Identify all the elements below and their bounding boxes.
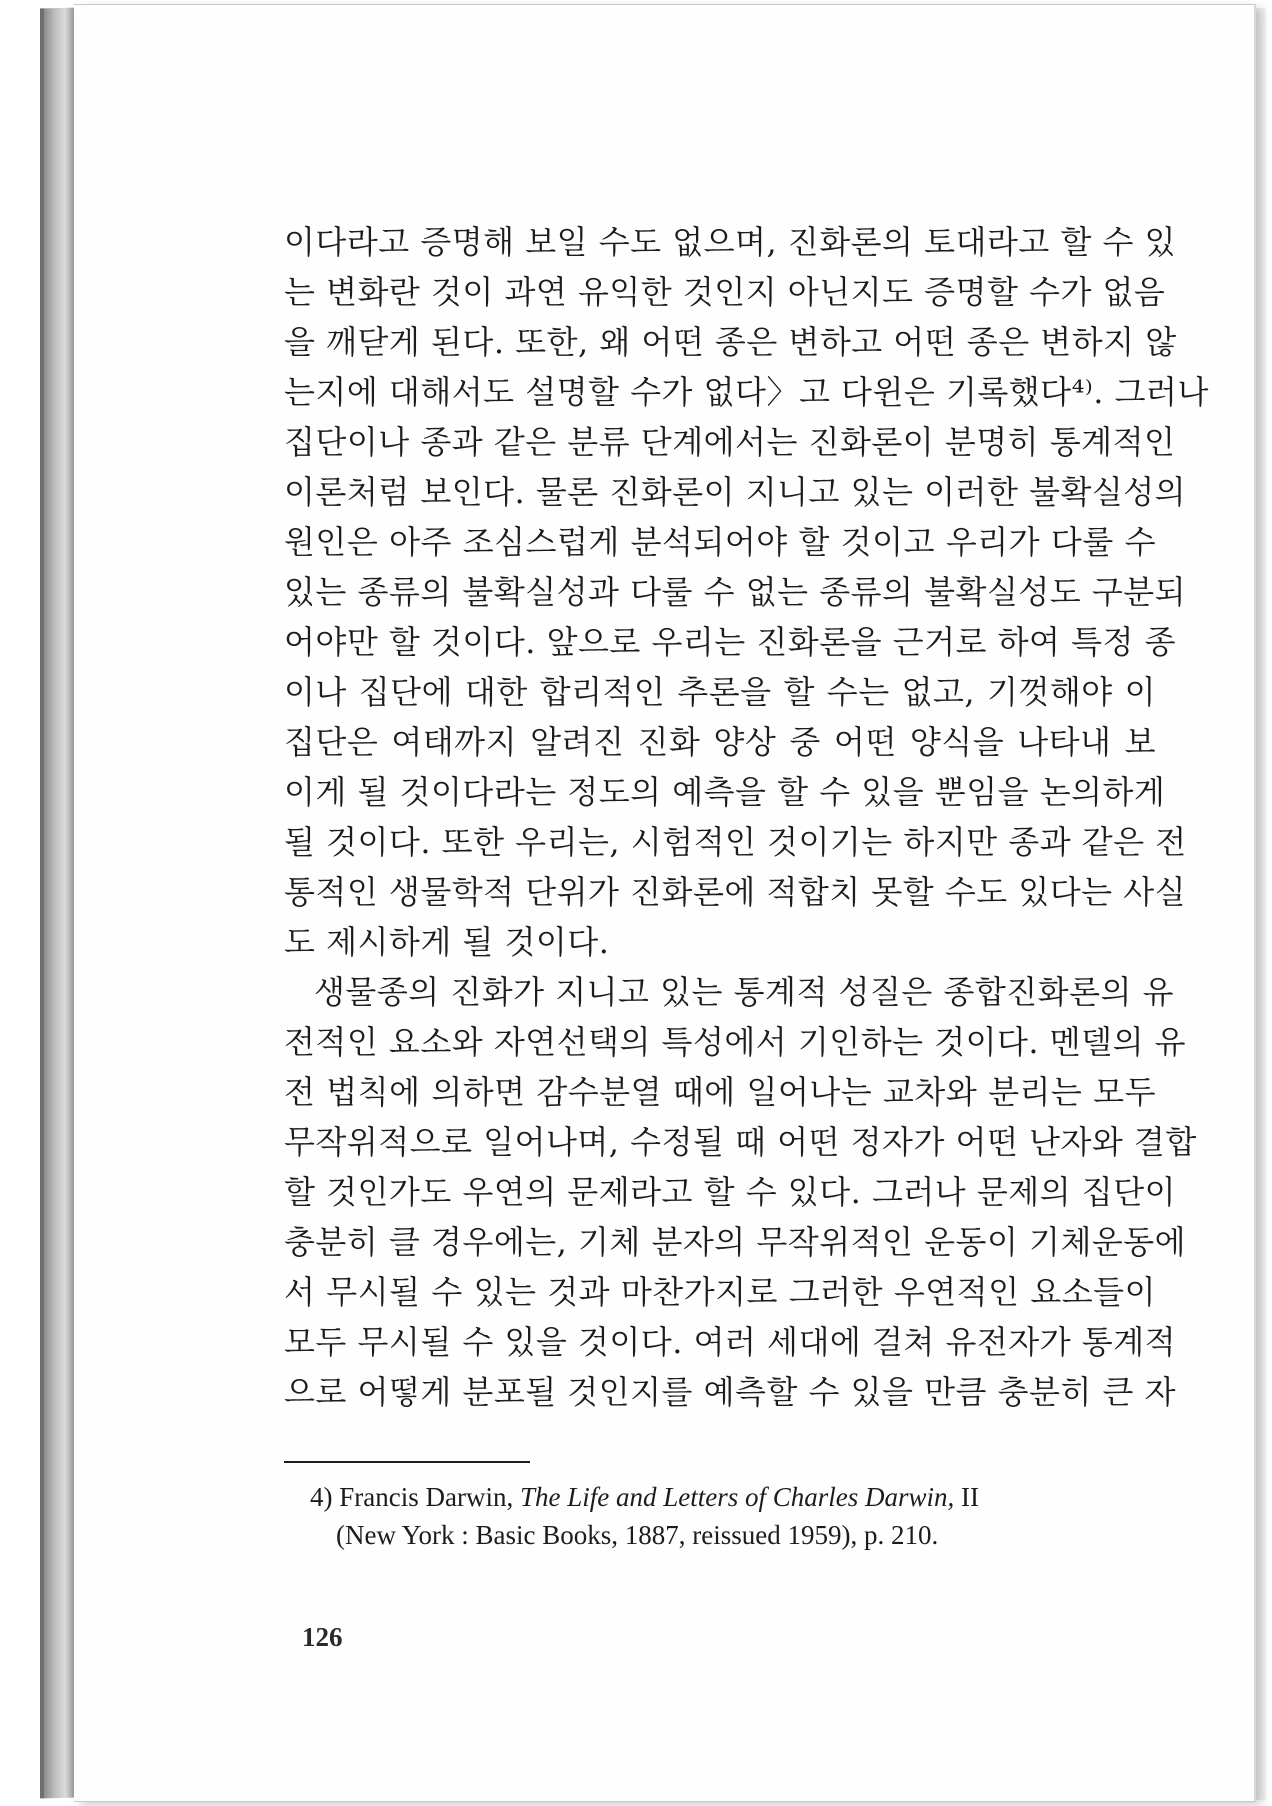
text-line: 집단이나 종과 같은 분류 단계에서는 진화론이 분명히 통계적인 — [284, 423, 1176, 461]
text-line: 집단은 여태까지 알려진 진화 양상 중 어떤 양식을 나타내 보 — [284, 723, 1156, 761]
text-line: 을 깨닫게 된다. 또한, 왜 어떤 종은 변하고 어떤 종은 변하지 않 — [284, 323, 1177, 361]
text-line-paragraph-start: 생물종의 진화가 지니고 있는 통계적 성질은 종합진화론의 유 — [314, 973, 1175, 1011]
text-line: 통적인 생물학적 단위가 진화론에 적합치 못할 수도 있다는 사실 — [284, 873, 1187, 911]
footnote-volume: II — [961, 1482, 979, 1512]
text-line: 어야만 할 것이다. 앞으로 우리는 진화론을 근거로 하여 특정 종 — [284, 623, 1177, 661]
text-line: 는 변화란 것이 과연 유익한 것인지 아닌지도 증명할 수가 없음 — [284, 273, 1166, 311]
page-number: 126 — [302, 1622, 343, 1652]
text-line: 모두 무시될 수 있을 것이다. 여러 세대에 걸쳐 유전자가 통계적 — [284, 1323, 1177, 1361]
footnote — [310, 1478, 1160, 1554]
footnote-title: The Life and Letters of Charles Darwin, — [519, 1482, 955, 1512]
text-line: 될 것이다. 또한 우리는, 시험적인 것이기는 하지만 종과 같은 전 — [284, 823, 1187, 861]
text-line: 전적인 요소와 자연선택의 특성에서 기인하는 것이다. 멘델의 유 — [284, 1023, 1187, 1061]
text-line: 전 법칙에 의하면 감수분열 때에 일어나는 교차와 분리는 모두 — [284, 1073, 1156, 1111]
footnote-author: Francis Darwin, — [339, 1482, 514, 1512]
footnote-divider — [284, 1461, 530, 1463]
text-line: 서 무시될 수 있는 것과 마찬가지로 그러한 우연적인 요소들이 — [284, 1273, 1156, 1311]
text-line: 이나 집단에 대한 합리적인 추론을 할 수는 없고, 기껏해야 이 — [284, 673, 1156, 711]
text-line: 할 것인가도 우연의 문제라고 할 수 있다. 그러나 문제의 집단이 — [284, 1173, 1177, 1211]
text-line: 이다라고 증명해 보일 수도 없으며, 진화론의 토대라고 할 수 있 — [284, 223, 1177, 261]
body-text — [284, 217, 1209, 1417]
text-line: 이론처럼 보인다. 물론 진화론이 지니고 있는 이러한 불확실성의 — [284, 473, 1187, 511]
text-line: 는지에 대해서도 설명할 수가 없다〉고 다윈은 기록했다⁴⁾. 그러나 — [284, 373, 1209, 411]
text-line: 으로 어떻게 분포될 것인지를 예측할 수 있을 만큼 충분히 큰 자 — [284, 1373, 1177, 1411]
text-line: 충분히 클 경우에는, 기체 분자의 무작위적인 운동이 기체운동에 — [284, 1223, 1187, 1261]
text-line: 원인은 아주 조심스럽게 분석되어야 할 것이고 우리가 다룰 수 — [284, 523, 1156, 561]
footnote-publication: (New York : Basic Books, 1887, reissued 1959), p. 210. — [336, 1520, 939, 1550]
text-line: 무작위적으로 일어나며, 수정될 때 어떤 정자가 어떤 난자와 결합 — [284, 1123, 1197, 1161]
text-line: 도 제시하게 될 것이다. — [284, 923, 610, 961]
footnote-number: 4) — [310, 1482, 333, 1512]
text-line: 있는 종류의 불확실성과 다룰 수 없는 종류의 불확실성도 구분되 — [284, 573, 1187, 611]
book-spine — [44, 8, 74, 1799]
text-line: 이게 될 것이다라는 정도의 예측을 할 수 있을 뿐임을 논의하게 — [284, 773, 1166, 811]
